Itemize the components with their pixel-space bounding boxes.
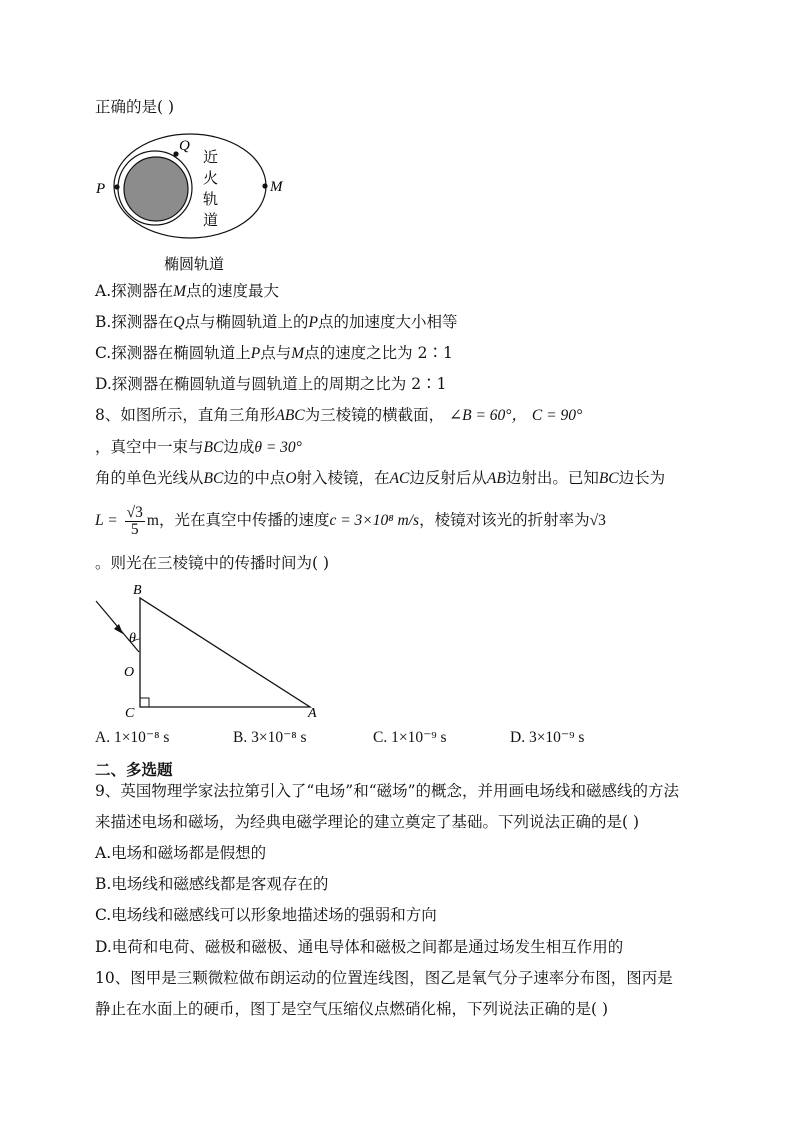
prism-diagram [92,580,332,722]
q10-line-2: 静止在水面上的硬币，图丁是空气压缩仪点燃硝化棉，下列说法正确的是( ) [95,1000,609,1018]
vertex-B: B [133,583,142,598]
point-O: O [124,665,135,680]
vertex-A: A [308,706,317,721]
q8-option-d: D. 3×10⁻⁹ s [510,729,585,746]
q8-line-3: 角的单色光线从BC边的中点O射入棱镜，在AC边反射后从AB边射出。已知BC边长为 [95,469,666,487]
q8-line-2: ，真空中一束与BC边成θ = 30° [95,438,302,456]
label-P: P [96,181,106,197]
q10-line-1: 10、图甲是三颗微粒做布朗运动的位置连线图，图乙是氧气分子速率分布图，图丙是 [95,969,673,987]
near-orbit-char-2: 火 [203,171,219,187]
right-angle-mark [140,698,149,707]
q9-line-2: 来描述电场和磁场，为经典电磁学理论的建立奠定了基础。下列说法正确的是( ) [95,813,640,831]
point-P [114,184,119,189]
q9-option-b: B.电场线和磁感线都是客观存在的 [95,875,329,893]
q9-option-a: A.电场和磁场都是假想的 [95,844,267,862]
theta-label: θ [129,631,136,646]
ray-arrowhead [114,624,123,634]
q8-line-5: 。则光在三棱镜中的传播时间为( ) [95,554,330,572]
label-M: M [270,179,283,195]
section-multi-choice: 二、多选题 [95,760,173,779]
near-orbit-char-4: 道 [203,213,219,229]
q8-line-4: L = $\frac{√3}{5}$ m，光在真空中传播的速度c = 3×10⁸ m/s，棱镜对该光的折射率为√3 [95,503,606,538]
prism-triangle [140,598,310,707]
label-Q: Q [179,138,190,154]
length-fraction: $\frac{√3}{5}$ [126,503,143,538]
q8-option-b: B. 3×10⁻⁸ s [233,729,307,746]
q8-option-a: A. 1×10⁻⁸ s [95,729,170,746]
near-orbit-char-3: 轨 [203,192,219,208]
ellipse-orbit-label: 椭圆轨道 [164,257,225,273]
q7-option-b: B.探测器在Q点与椭圆轨道上的P点的加速度大小相等 [95,313,458,331]
mars-planet [124,157,188,221]
q8-line-1: 8、如图所示，直角三角形ABC为三棱镜的横截面， ∠B = 60°， C = 90° [95,406,583,424]
point-M [262,183,267,188]
q9-option-c: C.电场线和磁感线可以形象地描述场的强弱和方向 [95,906,437,924]
near-orbit-char-1: 近 [203,150,219,166]
q9-option-d: D.电荷和电荷、磁极和磁极、通电导体和磁极之间都是通过场发生相互作用的 [95,938,624,956]
q8-option-c: C. 1×10⁻⁹ s [373,729,447,746]
point-Q [173,151,178,156]
q7-option-a: A.探测器在M点的速度最大 [95,282,280,300]
q9-line-1: 9、英国物理学家法拉第引入了“电场”和“磁场”的概念，并用画电场线和磁感线的方法 [95,782,680,800]
orbit-diagram [90,128,290,276]
q7-option-d: D.探测器在椭圆轨道与圆轨道上的周期之比为 2∶1 [95,375,447,393]
q7-option-c: C.探测器在椭圆轨道上P点与M点的速度之比为 2∶1 [95,344,453,362]
vertex-C: C [125,706,135,721]
q7-stem-tail: 正确的是( ) [95,98,175,116]
